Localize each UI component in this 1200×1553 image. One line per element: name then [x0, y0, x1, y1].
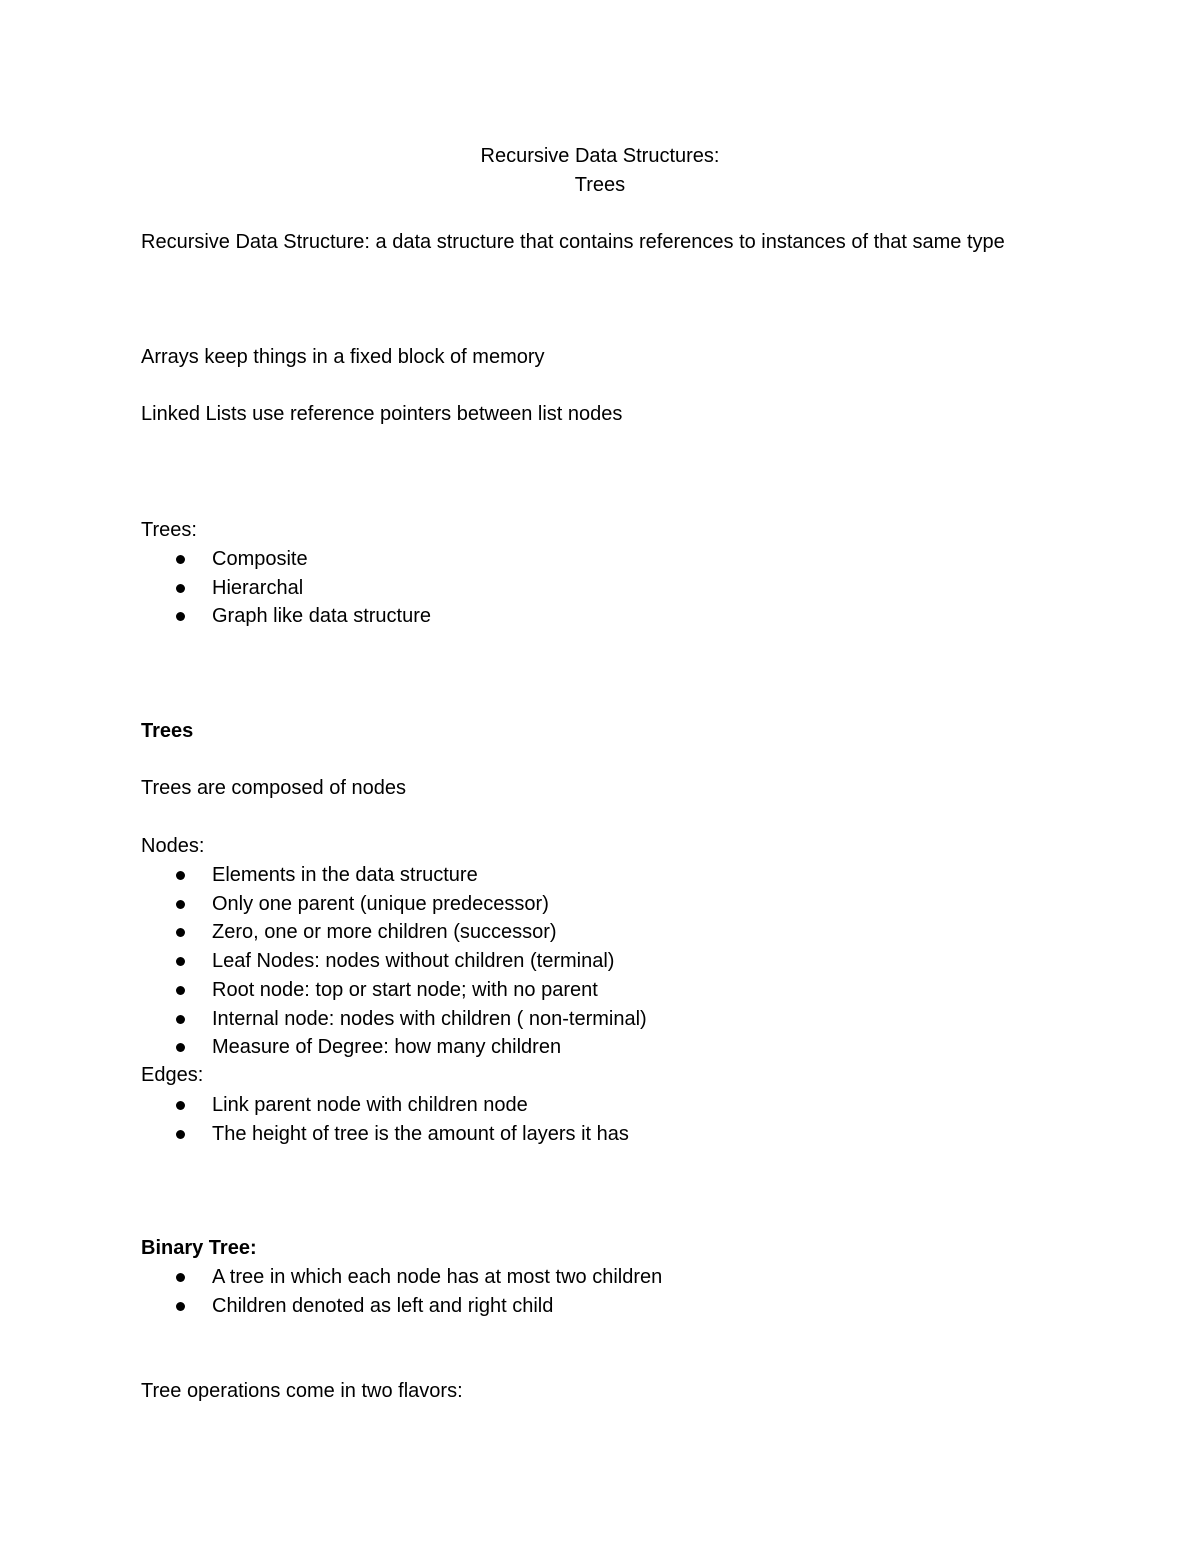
tree-operations-note: Tree operations come in two flavors: — [141, 1380, 463, 1402]
arrays-note: Arrays keep things in a fixed block of memory — [141, 346, 545, 368]
bullet-icon — [176, 900, 185, 909]
binary-tree-list — [141, 1263, 662, 1320]
bullet-icon — [176, 1130, 185, 1139]
bullet-icon — [176, 1273, 185, 1282]
edges-list — [141, 1091, 629, 1148]
binary-tree-heading: Binary Tree: — [141, 1237, 257, 1259]
list-item: Children denoted as left and right child — [141, 1292, 662, 1321]
bullet-icon — [176, 584, 185, 593]
bullet-icon — [176, 555, 185, 564]
list-item: Zero, one or more children (successor) — [141, 918, 647, 947]
list-item: Internal node: nodes with children ( non-terminal) — [141, 1005, 647, 1034]
list-item: Hierarchal — [141, 574, 431, 603]
trees-heading: Trees — [141, 720, 194, 742]
nodes-list — [141, 861, 647, 1062]
list-item: Elements in the data structure — [141, 861, 647, 890]
list-item: Measure of Degree: how many children — [141, 1033, 647, 1062]
bullet-icon — [176, 612, 185, 621]
bullet-icon — [176, 1101, 185, 1110]
linked-lists-note: Linked Lists use reference pointers between list nodes — [141, 403, 623, 425]
bullet-icon — [176, 871, 185, 880]
page-title-line-1: Recursive Data Structures: — [480, 145, 720, 167]
list-item: Root node: top or start node; with no parent — [141, 976, 647, 1005]
list-item: The height of tree is the amount of layers it has — [141, 1120, 629, 1149]
trees-composition-note: Trees are composed of nodes — [141, 777, 406, 799]
list-item: Composite — [141, 545, 431, 574]
trees-intro-label: Trees: — [141, 519, 197, 541]
list-item: Only one parent (unique predecessor) — [141, 890, 647, 919]
trees-intro-list — [141, 545, 431, 631]
bullet-icon — [176, 986, 185, 995]
list-item: A tree in which each node has at most two children — [141, 1263, 662, 1292]
list-item: Graph like data structure — [141, 602, 431, 631]
bullet-icon — [176, 1015, 185, 1024]
nodes-label: Nodes: — [141, 835, 205, 857]
bullet-icon — [176, 928, 185, 937]
list-item: Leaf Nodes: nodes without children (terminal) — [141, 947, 647, 976]
definition-paragraph: Recursive Data Structure: a data structure that contains references to instances of that same type — [141, 231, 1005, 253]
edges-label: Edges: — [141, 1064, 204, 1086]
bullet-icon — [176, 1043, 185, 1052]
page-title-line-2: Trees — [574, 174, 626, 196]
list-item: Link parent node with children node — [141, 1091, 629, 1120]
bullet-icon — [176, 957, 185, 966]
bullet-icon — [176, 1302, 185, 1311]
